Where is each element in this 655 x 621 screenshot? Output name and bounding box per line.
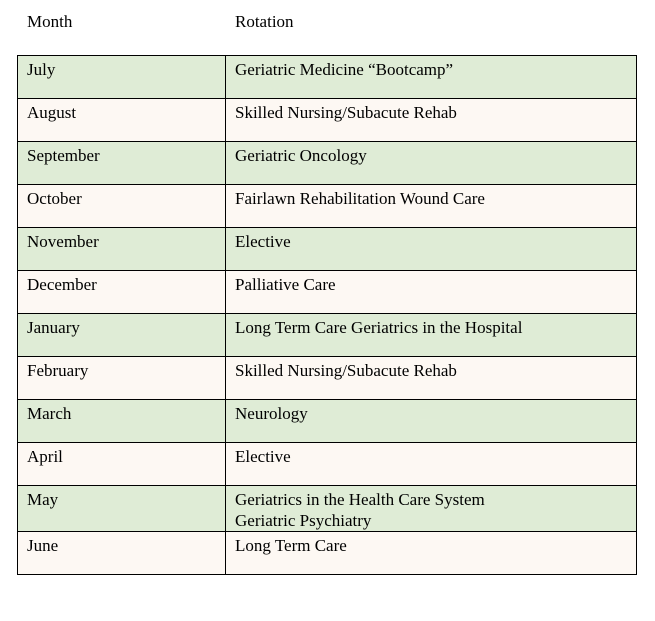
month-cell: March xyxy=(18,400,226,443)
rotation-schedule-table xyxy=(17,55,637,575)
month-cell: April xyxy=(18,443,226,486)
table-header xyxy=(0,12,655,36)
rotation-text: Skilled Nursing/Subacute Rehab xyxy=(235,103,457,122)
month-cell: May xyxy=(18,486,226,532)
table-row xyxy=(18,357,637,400)
table-body xyxy=(18,56,637,575)
table-row xyxy=(18,486,637,532)
rotation-text: Elective xyxy=(235,447,291,466)
rotation-column-header: Rotation xyxy=(235,12,294,31)
rotation-cell xyxy=(226,56,637,99)
rotation-text: Palliative Care xyxy=(235,275,336,294)
rotation-cell xyxy=(226,99,637,142)
month-cell: September xyxy=(18,142,226,185)
month-cell: August xyxy=(18,99,226,142)
table-row xyxy=(18,271,637,314)
rotation-cell xyxy=(226,443,637,486)
table-row xyxy=(18,443,637,486)
rotation-cell xyxy=(226,532,637,575)
rotation-text: Geriatric Oncology xyxy=(235,146,367,165)
rotation-cell xyxy=(226,142,637,185)
month-cell: December xyxy=(18,271,226,314)
rotation-text: Elective xyxy=(235,232,291,251)
table-row xyxy=(18,314,637,357)
rotation-text: Geriatric Medicine “Bootcamp” xyxy=(235,60,454,79)
month-cell: January xyxy=(18,314,226,357)
rotation-cell xyxy=(226,228,637,271)
table-row xyxy=(18,99,637,142)
rotation-text: Geriatrics in the Health Care System xyxy=(235,490,485,509)
month-column-header: Month xyxy=(27,12,73,31)
month-cell: February xyxy=(18,357,226,400)
rotation-text: Long Term Care Geriatrics in the Hospital xyxy=(235,318,523,337)
rotation-cell xyxy=(226,486,637,532)
rotation-text: Fairlawn Rehabilitation Wound Care xyxy=(235,189,485,208)
table-row xyxy=(18,400,637,443)
rotation-text: Long Term Care xyxy=(235,536,347,555)
table-row xyxy=(18,228,637,271)
table-row xyxy=(18,185,637,228)
rotation-text: Geriatric Psychiatry xyxy=(235,511,372,530)
rotation-cell xyxy=(226,185,637,228)
month-cell: October xyxy=(18,185,226,228)
rotation-cell xyxy=(226,271,637,314)
rotation-cell xyxy=(226,400,637,443)
month-cell: November xyxy=(18,228,226,271)
table-row xyxy=(18,142,637,185)
rotation-cell xyxy=(226,314,637,357)
rotation-cell xyxy=(226,357,637,400)
table-row xyxy=(18,56,637,99)
table-row xyxy=(18,532,637,575)
month-cell: July xyxy=(18,56,226,99)
month-cell: June xyxy=(18,532,226,575)
rotation-text: Skilled Nursing/Subacute Rehab xyxy=(235,361,457,380)
rotation-text: Neurology xyxy=(235,404,308,423)
